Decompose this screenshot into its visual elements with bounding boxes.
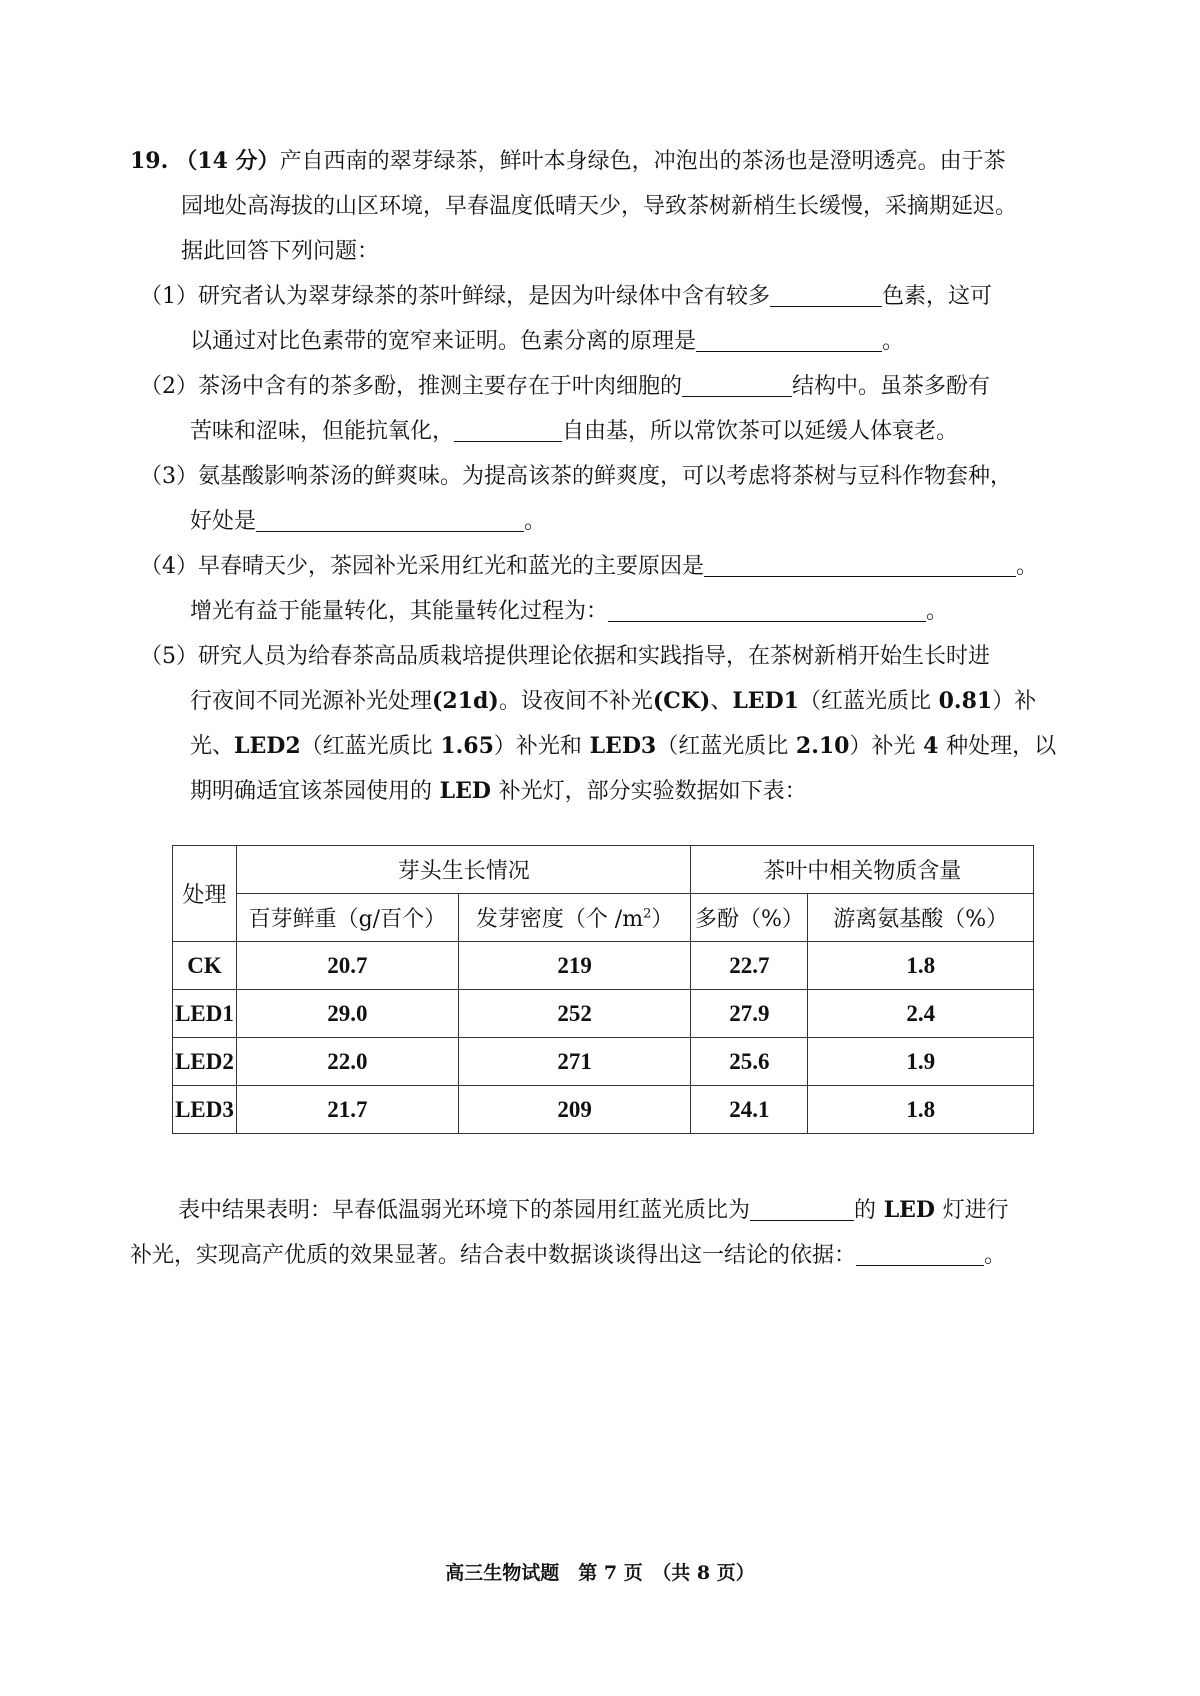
question-score: （14 分） (175, 148, 280, 174)
table-row: CK 20.7 219 22.7 1.8 (173, 942, 1034, 990)
conclusion-line-2: 补光，实现高产优质的效果显著。结合表中数据谈谈得出这一结论的依据： 。 (130, 1233, 1006, 1278)
table-row: LED1 29.0 252 27.9 2.4 (173, 990, 1034, 1038)
question-19-intro-line-3: 据此回答下列问题： (181, 239, 380, 264)
conclusion-line-1: 表中结果表明：早春低温弱光环境下的茶园用红蓝光质比为 的 LED 灯进行 (178, 1188, 1009, 1233)
answer-blank[interactable] (750, 1190, 854, 1221)
subquestion-1-line-1: （1）研究者认为翠芽绿茶的茶叶鲜绿，是因为叶绿体中含有较多 色素，这可 (140, 274, 992, 319)
subquestion-5-line-3: 光、LED2（红蓝光质比 1.65）补光和 LED3（红蓝光质比 2.10）补光 4 种处理，以 (190, 733, 1057, 759)
header-polyphenol: 多酚（%） (691, 894, 808, 942)
header-bud-density: 发芽密度（个 $/m^2$） (458, 894, 691, 942)
subquestion-4-label: （4） (140, 554, 198, 579)
subquestion-3-line-1: （3）氨基酸影响茶汤的鲜爽味。为提高该茶的鲜爽度，可以考虑将茶树与豆科作物套种， (140, 464, 1013, 489)
table-header-row-2 (173, 894, 1034, 942)
subquestion-2-line-2: 苦味和涩味，但能抗氧化， 自由基，所以常饮茶可以延缓人体衰老。 (190, 409, 958, 454)
subquestion-1-line-2: 以通过对比色素带的宽窄来证明。色素分离的原理是 。 (190, 319, 904, 364)
header-bud-growth: 芽头生长情况 (236, 846, 691, 894)
subquestion-4-line-2: 增光有益于能量转化，其能量转化过程为： 。 (190, 589, 948, 634)
subquestion-2-line-1: （2）茶汤中含有的茶多酚，推测主要存在于叶肉细胞的 结构中。虽茶多酚有 (140, 364, 990, 409)
table-row: LED3 21.7 209 24.1 1.8 (173, 1086, 1034, 1134)
header-amino-acid: 游离氨基酸（%） (808, 894, 1034, 942)
header-fresh-weight: 百芽鲜重（g/百个） (236, 894, 458, 942)
subquestion-5-line-1: （5）研究人员为给春茶高品质栽培提供理论依据和实践指导，在茶树新梢开始生长时进 (140, 644, 991, 669)
subquestion-4-line-1: （4）早春晴天少，茶园补光采用红光和蓝光的主要原因是 。 (140, 544, 1038, 589)
subquestion-5-line-2: 行夜间不同光源补光处理(21d)。设夜间不补光(CK)、LED1（红蓝光质比 0.81）补 (190, 688, 1037, 714)
answer-blank[interactable] (454, 411, 562, 442)
subquestion-1-label: （1） (140, 284, 198, 309)
table-header-row-1 (173, 846, 1034, 894)
answer-blank[interactable] (608, 591, 926, 622)
answer-blank[interactable] (770, 276, 882, 307)
header-treatment: 处理 (173, 846, 237, 942)
subquestion-2-label: （2） (140, 374, 198, 399)
subquestion-3-line-2: 好处是 。 (190, 499, 546, 544)
subquestion-3-label: （3） (140, 464, 198, 489)
subquestion-5-line-4: 期明确适宜该茶园使用的 LED 补光灯，部分实验数据如下表： (190, 778, 807, 804)
experiment-data-table (172, 845, 1034, 1134)
answer-blank[interactable] (856, 1235, 984, 1266)
header-substance-content: 茶叶中相关物质含量 (691, 846, 1034, 894)
answer-blank[interactable] (682, 366, 792, 397)
answer-blank[interactable] (256, 501, 524, 532)
table-row: LED2 22.0 271 25.6 1.9 (173, 1038, 1034, 1086)
question-number: 19. (130, 148, 169, 174)
question-19-intro-line-2: 园地处高海拔的山区环境，早春温度低晴天少，导致茶树新梢生长缓慢，采摘期延迟。 (181, 194, 1018, 219)
answer-blank[interactable] (696, 321, 882, 352)
subquestion-5-label: （5） (140, 644, 198, 669)
page-footer: 高三生物试题 第 7 页 （共 8 页） (445, 1562, 755, 1584)
answer-blank[interactable] (704, 546, 1016, 577)
question-19-intro-line-1: 19. （14 分）产自西南的翠芽绿茶，鲜叶本身绿色，冲泡出的茶汤也是澄明透亮。由于茶 (130, 148, 1006, 174)
